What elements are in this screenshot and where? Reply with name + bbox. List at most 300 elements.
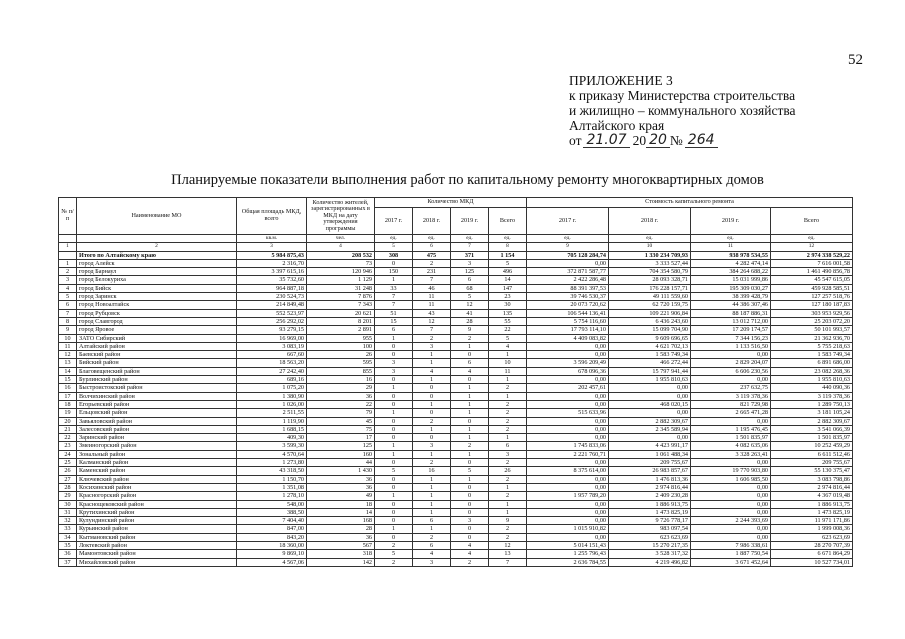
table-cell: 34 (59, 533, 77, 541)
column-number-row (59, 243, 853, 251)
table-cell: 5 (59, 293, 77, 301)
table-cell: 3 (413, 442, 451, 450)
table-cell: 3 (451, 259, 489, 267)
header-mkd-2018: 2018 г. (413, 208, 451, 235)
table-cell: город Барнаул (77, 268, 237, 276)
table-cell: 15 031 999,86 (691, 276, 771, 284)
table-cell: 4 570,64 (237, 450, 307, 458)
table-cell: 1 583 749,34 (609, 351, 691, 359)
table-row (59, 367, 853, 375)
table-cell: 127 180 187,83 (771, 301, 853, 309)
table-cell: 22 (307, 400, 375, 408)
table-cell: 6 (413, 243, 451, 251)
table-cell: город Новоалтайск (77, 301, 237, 309)
table-row (59, 376, 853, 384)
table-cell: 208 532 (307, 251, 375, 259)
table-cell: 0,00 (527, 342, 609, 350)
table-cell (59, 235, 77, 243)
table-cell: 9 609 696,65 (609, 334, 691, 342)
table-cell: 2 (489, 409, 527, 417)
table-cell: 1 195 476,45 (691, 425, 771, 433)
table-row (59, 525, 853, 533)
table-cell: 1 015 910,82 (527, 525, 609, 533)
table-cell: 2 891 (307, 326, 375, 334)
table-row (59, 284, 853, 292)
table-cell: 567 (307, 541, 375, 549)
appendix-line: Алтайского края (569, 118, 665, 133)
table-cell: 4 (413, 367, 451, 375)
table-cell: кв.м. (237, 235, 307, 243)
table-cell: 2 (413, 259, 451, 267)
table-cell: 955 (307, 334, 375, 342)
table-cell: 1 476 813,36 (609, 475, 691, 483)
table-cell: 1 (413, 483, 451, 491)
table-row (59, 334, 853, 342)
table-cell: 23 (59, 442, 77, 450)
table-cell: 705 128 284,74 (527, 251, 609, 259)
table-cell: город Рубцовск (77, 309, 237, 317)
table-cell: 2 511,55 (237, 409, 307, 417)
table-cell: 4 (451, 367, 489, 375)
table-cell: Ельцовский район (77, 409, 237, 417)
table-cell: 2 422 286,48 (527, 276, 609, 284)
table-cell: 0 (375, 417, 413, 425)
table-cell: 2 (451, 334, 489, 342)
table-cell: 2 (489, 459, 527, 467)
table-cell: 1 (375, 409, 413, 417)
table-cell: 1 380,90 (237, 392, 307, 400)
table-cell: 39 746 530,37 (527, 293, 609, 301)
table-cell: 7 343 (307, 301, 375, 309)
table-cell: 3 328 263,41 (691, 450, 771, 458)
table-cell: ед. (413, 235, 451, 243)
table-cell: 1 075,20 (237, 384, 307, 392)
table-cell: Завьяловский район (77, 417, 237, 425)
table-cell: 2 (413, 459, 451, 467)
table-cell: 2 829 204,07 (691, 359, 771, 367)
table-cell: 4 367 019,48 (771, 492, 853, 500)
table-cell: 0,00 (691, 525, 771, 533)
table-cell: 2 (451, 558, 489, 566)
table-cell: 14 (307, 508, 375, 516)
table-cell: 8 (59, 317, 77, 325)
table-cell: 17 (307, 434, 375, 442)
table-cell: 3 119 378,36 (771, 392, 853, 400)
table-cell: 2 (413, 417, 451, 425)
table-cell: 7 (489, 558, 527, 566)
table-cell: 3 599,30 (237, 442, 307, 450)
table-cell: 689,16 (237, 376, 307, 384)
table-cell: 1 (375, 384, 413, 392)
table-cell: 1 688,15 (237, 425, 307, 433)
table-cell: 5 (489, 259, 527, 267)
table-cell: 5 (451, 467, 489, 475)
table-cell: 18 (59, 400, 77, 408)
table-cell: 35 732,60 (237, 276, 307, 284)
table-cell: 2 (375, 558, 413, 566)
table-cell: 1 (489, 351, 527, 359)
header-residents: Количество жителей, зарегистрированных в МКД на дату утверждения программы (307, 198, 375, 235)
header-mkd-total: Всего (489, 208, 527, 235)
table-cell: 0,00 (527, 483, 609, 491)
header-mo: Наименование МО (77, 198, 237, 235)
table-cell: 1 150,70 (237, 475, 307, 483)
table-row (59, 517, 853, 525)
table-cell: 0 (451, 483, 489, 491)
table-cell: 1 957 789,20 (527, 492, 609, 500)
table-cell: 5 754 116,60 (527, 317, 609, 325)
table-cell: 0,00 (609, 434, 691, 442)
table-cell: 1 (413, 525, 451, 533)
table-cell: 3 (489, 450, 527, 458)
table-cell: город Славгород (77, 317, 237, 325)
table-cell: 1 (413, 508, 451, 516)
table-cell: 371 (451, 251, 489, 259)
table-cell: 0 (413, 392, 451, 400)
table-cell: 0 (375, 342, 413, 350)
table-cell: 0 (451, 417, 489, 425)
table-cell: 0 (451, 351, 489, 359)
table-cell: 73 (307, 259, 375, 267)
table-cell: 1 501 835,97 (771, 434, 853, 442)
table-cell: 5 (489, 334, 527, 342)
table-cell: 4 282 474,14 (691, 259, 771, 267)
table-cell: 1 (413, 492, 451, 500)
table-cell: 3 (375, 359, 413, 367)
table-cell: 22 (489, 326, 527, 334)
table-cell: 12 (413, 317, 451, 325)
table-row (59, 459, 853, 467)
table-cell: 256 292,02 (237, 317, 307, 325)
table-cell: 6 (489, 442, 527, 450)
table-cell: 1 583 749,34 (771, 351, 853, 359)
table-cell: 983 097,54 (609, 525, 691, 533)
table-cell: 7 (375, 301, 413, 309)
table-cell: 8 375 614,00 (527, 467, 609, 475)
table-cell: 13 (59, 359, 77, 367)
table-cell: 318 (307, 550, 375, 558)
table-cell: 11 (413, 293, 451, 301)
table-cell: Курьинский район (77, 525, 237, 533)
page-number: 52 (848, 52, 863, 68)
table-cell: 2 (489, 533, 527, 541)
table-cell: 38 399 428,79 (691, 293, 771, 301)
table-cell: 5 (375, 243, 413, 251)
table-cell: 51 (375, 309, 413, 317)
table-row (59, 425, 853, 433)
table-cell: 4 (489, 342, 527, 350)
table-cell: 1 133 516,50 (691, 342, 771, 350)
handwritten-date: 21.07 (583, 133, 629, 148)
table-cell: 0,00 (691, 500, 771, 508)
table-cell: 4 (413, 550, 451, 558)
table-cell: 12 (451, 301, 489, 309)
table-cell: 6 (375, 326, 413, 334)
table-cell: 1 (375, 450, 413, 458)
from-label: от (569, 133, 582, 148)
table-cell: 623 623,69 (609, 533, 691, 541)
data-table (58, 197, 853, 567)
table-cell: 25 203 072,20 (771, 317, 853, 325)
table-cell: 2 882 309,67 (609, 417, 691, 425)
table-cell: 127 257 518,76 (771, 293, 853, 301)
handwritten-number: 264 (685, 133, 718, 148)
table-cell: 41 (451, 309, 489, 317)
table-cell: 8 (489, 243, 527, 251)
table-cell: 12 (771, 243, 853, 251)
table-cell: 1 (489, 483, 527, 491)
header-mkd-2019: 2019 г. (451, 208, 489, 235)
table-cell: 142 (307, 558, 375, 566)
table-cell: 843,20 (237, 533, 307, 541)
table-cell: Итого по Алтайскому краю (77, 251, 237, 259)
table-row (59, 533, 853, 541)
table-cell: 36 (59, 550, 77, 558)
table-cell: 0 (375, 533, 413, 541)
table-cell: 55 130 375,47 (771, 467, 853, 475)
table-cell: 308 (375, 251, 413, 259)
table-cell: 18 (307, 500, 375, 508)
table-cell: 16 (307, 376, 375, 384)
table-cell: 2 (413, 533, 451, 541)
table-cell: 43 318,50 (237, 467, 307, 475)
table-cell: 4 (451, 541, 489, 549)
table-cell: 0 (375, 517, 413, 525)
table-cell: 45 (307, 417, 375, 425)
table-cell: 1 955 810,63 (609, 376, 691, 384)
table-cell: 4 567,06 (237, 558, 307, 566)
table-cell: 440 090,36 (771, 384, 853, 392)
table-cell: 4 082 635,06 (691, 442, 771, 450)
table-cell: 6 611 512,46 (771, 450, 853, 458)
table-cell: 23 082 268,36 (771, 367, 853, 375)
table-cell: 88 391 397,53 (527, 284, 609, 292)
appendix-block (569, 73, 796, 148)
table-cell: 7 (59, 309, 77, 317)
table-cell: 0,00 (691, 376, 771, 384)
table-cell: 28 (59, 483, 77, 491)
order-date-line (569, 133, 796, 148)
table-cell: 3 083,19 (237, 342, 307, 350)
table-cell: 5 (375, 467, 413, 475)
table-cell: 1 473 825,19 (771, 508, 853, 516)
table-cell: 0,00 (691, 533, 771, 541)
table-cell: 0,00 (527, 434, 609, 442)
table-cell: 0,00 (527, 259, 609, 267)
table-cell: 4 621 702,13 (609, 342, 691, 350)
table-cell: 0,00 (609, 384, 691, 392)
table-cell: город Заринск (77, 293, 237, 301)
table-row (59, 541, 853, 549)
table-cell: 12 (489, 541, 527, 549)
table-row (59, 475, 853, 483)
table-cell: 515 633,96 (527, 409, 609, 417)
table-cell: 5 (375, 550, 413, 558)
table-cell: 3 541 066,39 (771, 425, 853, 433)
table-cell: 120 946 (307, 268, 375, 276)
table-cell: Мамонтовский район (77, 550, 237, 558)
table-cell: 1 278,10 (237, 492, 307, 500)
table-cell: 17 793 114,10 (527, 326, 609, 334)
appendix-title: ПРИЛОЖЕНИЕ 3 (569, 73, 673, 88)
table-cell: 6 (451, 276, 489, 284)
table-cell: 0,00 (691, 492, 771, 500)
document-title: Планируемые показатели выполнения работ по капитальному ремонту многоквартирных домов (171, 172, 764, 188)
table-cell: 6 671 864,29 (771, 550, 853, 558)
table-cell: 3 (413, 342, 451, 350)
table-cell: 6 436 243,60 (609, 317, 691, 325)
table-cell: 2 882 309,67 (771, 417, 853, 425)
table-cell: 2 (489, 384, 527, 392)
table-cell: 36 (307, 483, 375, 491)
table-cell: 1 745 833,06 (527, 442, 609, 450)
table-row (59, 384, 853, 392)
table-cell: 209 755,67 (609, 459, 691, 467)
table-cell: 7 (375, 293, 413, 301)
table-cell: 214 849,48 (237, 301, 307, 309)
table-cell: 25 (59, 459, 77, 467)
table-cell: 0,00 (691, 351, 771, 359)
table-row (59, 442, 853, 450)
table-cell: 28 (307, 525, 375, 533)
table-cell: 0,00 (691, 459, 771, 467)
table-cell: 106 544 136,41 (527, 309, 609, 317)
table-cell: 459 928 585,51 (771, 284, 853, 292)
table-cell: 5 984 875,43 (237, 251, 307, 259)
table-cell: 678 096,36 (527, 367, 609, 375)
table-cell: 0,00 (527, 459, 609, 467)
table-cell: 0 (451, 533, 489, 541)
table-row (59, 558, 853, 566)
table-cell: 31 248 (307, 284, 375, 292)
table-cell: Кулундинский район (77, 517, 237, 525)
table-cell: 28 093 328,71 (609, 276, 691, 284)
table-cell: Ключевский район (77, 475, 237, 483)
table-cell: 2 (413, 334, 451, 342)
table-cell: 4 (59, 284, 77, 292)
table-cell: 23 (489, 293, 527, 301)
table-cell: 1 154 (489, 251, 527, 259)
table-cell: Заринский район (77, 434, 237, 442)
table-row (59, 450, 853, 458)
table-cell: 3 181 105,24 (771, 409, 853, 417)
table-cell: 496 (489, 268, 527, 276)
table-cell: 15 270 217,35 (609, 541, 691, 549)
table-cell: 2 345 589,94 (609, 425, 691, 433)
table-cell: 388,50 (237, 508, 307, 516)
table-cell: 0 (451, 500, 489, 508)
table-cell: 26 (59, 467, 77, 475)
table-cell: Зональный район (77, 450, 237, 458)
table-cell: 1 (451, 400, 489, 408)
table-cell: 384 264 688,22 (691, 268, 771, 276)
table-cell: 1 289 750,13 (771, 400, 853, 408)
table-cell: 4 423 991,17 (609, 442, 691, 450)
table-cell: 0,00 (691, 508, 771, 516)
table-cell: 0,00 (527, 392, 609, 400)
table-row (59, 467, 853, 475)
table-cell: 68 (451, 284, 489, 292)
table-cell: 44 (307, 459, 375, 467)
table-cell: 3 (59, 276, 77, 284)
table-cell: город Алейск (77, 259, 237, 267)
table-cell: 150 (375, 268, 413, 276)
table-cell: 24 (59, 450, 77, 458)
table-cell: 18 563,20 (237, 359, 307, 367)
table-cell: 237 632,75 (691, 384, 771, 392)
table-row (59, 550, 853, 558)
table-row (59, 508, 853, 516)
table-cell: 1 330 234 709,93 (609, 251, 691, 259)
table-cell: 372 871 587,77 (527, 268, 609, 276)
table-cell: 12 (59, 351, 77, 359)
table-cell: 1 886 913,75 (771, 500, 853, 508)
table-cell: 11 (59, 342, 77, 350)
table-cell: 1 (489, 508, 527, 516)
table-cell: 16 (413, 467, 451, 475)
table-cell: Бийский район (77, 359, 237, 367)
table-cell: 93 279,15 (237, 326, 307, 334)
table-cell: Косихинский район (77, 483, 237, 491)
table-cell: 623 623,69 (771, 533, 853, 541)
year-prefix: 20 (632, 133, 647, 148)
table-cell: 5 (451, 293, 489, 301)
table-cell: 3 596 209,49 (527, 359, 609, 367)
table-cell: 46 (413, 284, 451, 292)
table-row (59, 500, 853, 508)
table-cell: 209 755,67 (771, 459, 853, 467)
table-cell: 3 (413, 558, 451, 566)
table-cell: 0 (375, 434, 413, 442)
table-cell: 0 (375, 392, 413, 400)
table-cell: 0 (375, 376, 413, 384)
table-cell: 2 (489, 400, 527, 408)
table-cell: 15 (375, 317, 413, 325)
table-cell: 1 351,08 (237, 483, 307, 491)
table-cell: 44 386 307,46 (691, 301, 771, 309)
table-cell: 35 (59, 541, 77, 549)
table-cell: 202 457,61 (527, 384, 609, 392)
total-row (59, 251, 853, 259)
table-cell: 1 473 825,19 (609, 508, 691, 516)
table-row (59, 301, 853, 309)
table-cell: 704 354 580,79 (609, 268, 691, 276)
table-cell: 28 270 707,39 (771, 541, 853, 549)
table-row (59, 326, 853, 334)
table-cell: 32 (59, 517, 77, 525)
table-cell: 964 887,18 (237, 284, 307, 292)
table-cell: 1 887 750,54 (691, 550, 771, 558)
table-cell: 1 886 913,75 (609, 500, 691, 508)
table-cell: 1 (451, 409, 489, 417)
table-cell: 125 (307, 442, 375, 450)
table-cell: Баевский район (77, 351, 237, 359)
table-cell: 11 (413, 301, 451, 309)
table-cell: 3 083 798,86 (771, 475, 853, 483)
table-cell: 75 (307, 425, 375, 433)
table-cell: Красногорский район (77, 492, 237, 500)
table-cell: 0 (375, 483, 413, 491)
table-cell: 3 333 527,44 (609, 259, 691, 267)
header-num: № п/п (59, 198, 77, 235)
table-cell: 0,00 (527, 500, 609, 508)
table-cell: 3 528 317,32 (609, 550, 691, 558)
table-cell: 88 187 886,31 (691, 309, 771, 317)
table-cell: 49 111 559,60 (609, 293, 691, 301)
table-cell: 14 (59, 367, 77, 375)
table-cell: 0,00 (527, 533, 609, 541)
header-cost-group: Стоимость капитального ремонта (527, 198, 853, 208)
